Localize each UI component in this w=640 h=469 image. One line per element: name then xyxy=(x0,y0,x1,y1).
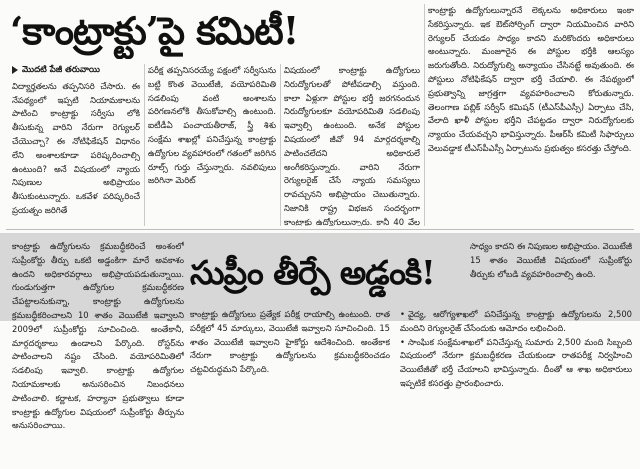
lower-column-4 xyxy=(400,308,632,464)
column-divider xyxy=(144,64,145,226)
column-4-text: కాంట్రాక్టు ఉద్యోగులున్నారనే లెక్కలను అధికారులు ఇంకా సేకరిస్తున్నారు. ఇక ఔట్‌సోర్సింగ్ ద్వారా నియమించిన వారిని రెగ్యులర్ చేయడం సాధ్యం కాదని మరికొందరు అధికారులు అంటున్నారు. మంజూరైన ఈ పోస్టుల భర్తీకి ఆలస్యం జరుగుతోంది. నిరుద్యోగుల్ని అన్యాయం చేసినట్టే అవుతుంది. ఈ పోస్టులు నోటిఫికేషన్ ద్వారా భర్తీ చేయాలి. ఈ నేపథ్యంలో ప్రభుత్వాన్ని జాగ్రత్తగా వ్యవహరించాలని కోరుతున్నారు. తెలంగాణ పబ్లిక్ సర్వీస్ కమిషన్ (టీఎస్‌పీఎస్సీ) ఏర్పాటు చేసి, వేలాది ఖాళీ పోస్టుల భర్తీని చేపట్టడం ద్వారా నిరుద్యోగులకు న్యాయం చేయవచ్చని భావిస్తున్నారు. పీఆర్‌సీ కమిటీ సిఫార్సులు వెలువడ్డాక టీఎస్‌పీఎస్సీ ఏర్పాటును ప్రభుత్వం కసరత్తు చేస్తోంది. xyxy=(428,5,634,153)
headline-top: ‘కాంట్రాక్టు’పై కమిటీ! xyxy=(10,8,299,53)
subhead-text: మొదటి పేజీ తరువాయి xyxy=(22,65,100,75)
bullet-item: • వైద్య, ఆరోగ్యశాఖలో పనిచేస్తున్న కాంట్రాక్టు ఉద్యోగులను 2,500 మందిని రెగ్యులరైజ్ చేసేందుకు ఆమోదం లభించింది. xyxy=(400,308,632,336)
article-column-2 xyxy=(148,64,276,226)
lower-column-1 xyxy=(12,240,184,464)
lower-column-2 xyxy=(190,308,390,464)
column-2-text: పరీక్ష తప్పనిసరయ్యే పక్షంలో సర్వీసును బట్టి కొంత వెయిటేజీ, వయోపరిమితి సడలింపు వంటి అంశాలను పరిగణనలోకి తీసుకోవాల్సి ఉంటుంది. ఐటీడీఏ పంచాయతీరాజ్, స్త్రీ శిశు సంక్షేమ శాఖల్లో పనిచేస్తున్న కాంట్రాక్టు ఉద్యోగుల వ్యవహారంలో గతంలో జరిగిన రూల్స్ గుర్తు చేస్తున్నారు. నవలిపులు జరిగినా మెరిట్ xyxy=(148,65,276,186)
article-column-3 xyxy=(284,64,420,226)
article-column-4 xyxy=(428,4,634,226)
lower-column-3 xyxy=(470,240,632,312)
section-divider xyxy=(6,229,634,230)
lower-column-2-text: కాంట్రాక్టు ఉద్యోగులు ప్రత్యేక పరీక్ష రాయాల్సి ఉంటుంది. రాత పరీక్షలో 45 మార్కులు, వెయిటేజీ ఇవ్వాలని సూచించింది. 15 శాతం వెయిటేజీ ఇవ్వాలని హైకోర్టు ఆదేశించింది. అంతేకాక నేరుగా కాంట్రాక్టు ఉద్యోగులను క్రమబద్ధీకరించడం చట్టవిరుద్ధమని పేర్కొంది. xyxy=(190,309,390,375)
triangle-bullet-icon xyxy=(12,66,18,74)
lower-column-1-text: కాంట్రాక్టు ఉద్యోగులను క్రమబద్ధీకరించే అంశంలో సుప్రీంకోర్టు తీర్పు ఒకటి అడ్డంకిగా మారే అవకాశం ఉందని అధికారవర్గాలు అభిప్రాయపడుతున్నాయి. గుండుగుత్తగా ఉద్యోగుల క్రమబద్ధీకరణ చేపట్టాలనుకున్నా, కాంట్రాక్టు ఉద్యోగులను క్రమబద్ధీకరించాలని 10 శాతం వెయిటేజీ ఇవ్వాలని 2009లో సుప్రీంకోర్టు సూచించింది. అంతేకానీ, మార్గదర్శకాలు ఉండాలని పేర్కొంది. రోస్టర్‌ను పాటించాలని నష్టం చేసింది. వయోపరిమితిలో సడలింపు ఇవ్వాలి. కాంట్రాక్టు ఉద్యోగుల నియామకాలకు అనుసరించిన నిబంధనలు పాటించాలి. కర్ణాటక, హర్యానా ప్రభుత్వాలు కూడా కాంట్రాక్టు ఉద్యోగుల విషయంలో సుప్రీంకోర్టు తీర్పును అనుసరించాయి. xyxy=(12,241,184,431)
column-1-text: విద్యార్హతలను తప్పనిసరి చేసారు. ఈ నేపథ్యంలో ఇప్పటి నియామకాలను పాటించి కాంట్రాక్టు సర్వీసు లోకి తీసుకున్న వారిని నేరుగా రెగ్యులర్ చేయొచ్చా? ఈ నోటిఫికేషన్ విధానం లేని అంశాలకూడా పరిష్కరించాల్సి ఉంటుంది? అనే విషయంలో న్యాయ నిపుణుల అభిప్రాయం తీసుకుంటున్నారు. ఒకవేళ పరిష్కరించే ప్రయత్నం జరిగితే xyxy=(12,80,140,215)
article-column-1 xyxy=(12,64,140,226)
headline-bottom: సుప్రీం తీర్పే అడ్డంకి! xyxy=(190,253,435,292)
lower-column-3-text: సాధ్యం కాదని ఈ నిపుణుల అభిప్రాయం. వెయిటేజీ 15 శాతం వెయిటేజీ విషయంలో సుప్రీంకోర్టు తీర్పుకు లోబడి వ్యవహరించాల్సి ఉంది. xyxy=(470,241,632,279)
bullet-item: • సాంఘిక సంక్షేమశాఖలో పనిచేస్తున్న సుమారు 2,500 మంది సిబ్బంది విషయంలో నేరుగా క్రమబద్ధీకరణ చేయకుండా రాతపరీక్ష నిర్వహించి వెయిటేజీతో భర్తీ చేయాలని భావిస్తున్నారు. దీంతో ఆ శాఖ అధికారులు ఇప్పటికే కసరత్తు ప్రారంభించారు. xyxy=(400,336,632,391)
column-divider xyxy=(424,4,425,226)
continuation-subhead xyxy=(12,64,140,78)
column-3-text: విషయంలో కాంట్రాక్టు ఉద్యోగులు నిరుద్యోగులతో పోటీపడాల్సి వస్తుంది. కాలా ఏళ్లుగా పోస్టుల భర్తీ జరగనందున నిరుద్యోగులకూ వయోపరిమితి సడలింపు ఇవ్వాల్సి ఉంటుంది. అనేక పోస్టుల విషయంలో జీవో 94 మార్గదర్శకాల్ని పాటించలేదని అధికారులే అంగీకరిస్తున్నారు. వారిని నేరుగా రెగ్యులరైజ్ చేసే న్యాయ సమస్యలు రావచ్చునని అభిప్రాయం చెబుతున్నారు. నిజానికి రాష్ట్ర విభజన సందర్భంగా కాంట్రాక్టు ఉద్యోగులున్నారు. కానీ 40 వేల xyxy=(284,65,420,226)
column-divider xyxy=(280,64,281,226)
